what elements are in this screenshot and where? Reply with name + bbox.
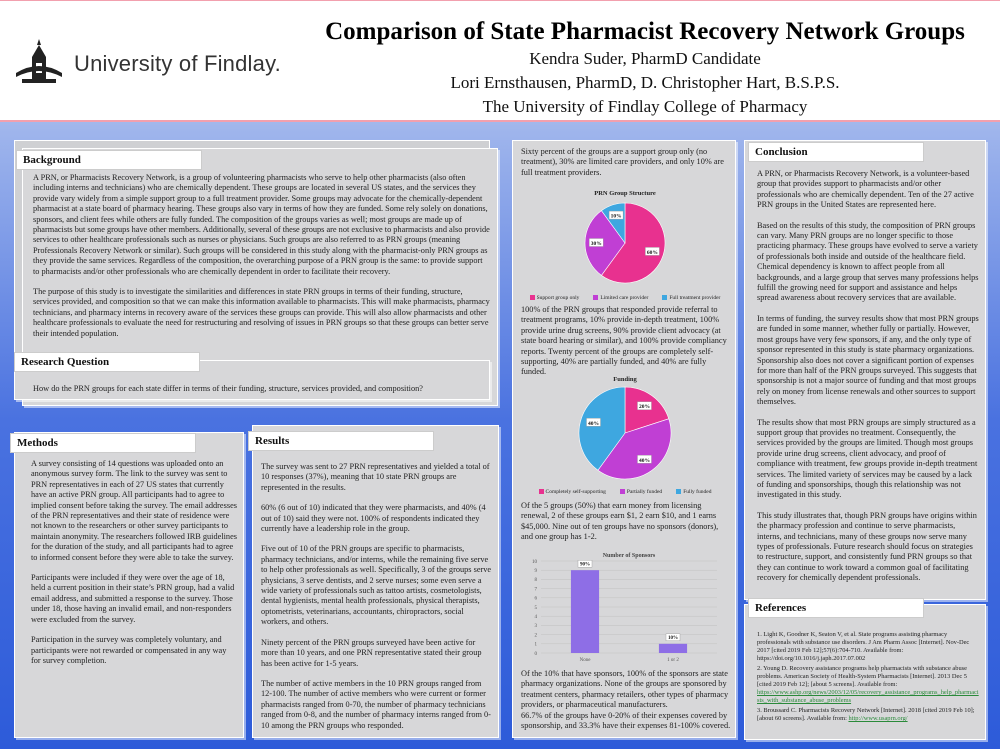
funding-chart [523, 375, 727, 493]
results-panel [252, 425, 499, 738]
structure-legend-item [662, 293, 720, 303]
methods-p1: A survey consisting of 14 questions was uploaded onto an anonymous survey form. The link to the survey was sent to PRN representatives in each of 27 US states that currently have an active PRN group. All participants had to agree to implied consent before taking the survey. The email addresses of the PRN representatives and their state of residence were not known to the researchers or other survey participants to maintain anonymity. The researchers followed IRB guidelines for the duration of the study, and all participants had to agree to informed consent before they were able to take the survey. [31, 459, 237, 562]
conclusion-p5: This study illustrates that, though PRN groups have origins within the pharmacy profession and continue to serve pharmacists, interns, and technicians, many of these groups now serve many types of professionals. Future research should focus on strategies to restructure, support, and consistently fund PRN groups so that they can continue to work toward a common goal of facilitating recovery for chemically dependent professionals. [757, 510, 977, 583]
methods-panel [14, 432, 244, 738]
research-text: How do the PRN groups for each state differ in terms of their funding, structure, services provided, and composition? [33, 384, 423, 393]
sponsors-y-tick: 3 [534, 624, 537, 630]
methods-p2: Participants were included if they were over the age of 18, held a current position in their state’s PRN group, had a valid email address, and submitted a response to the survey. Those under 18, those having an invalid email, and non-responders were excluded from the survey. [31, 573, 235, 624]
funding-legend [523, 487, 727, 497]
structure-legend [523, 293, 727, 303]
structure-legend-label: Full treatment provider [669, 294, 721, 301]
funding-legend-label: Partially funded [626, 488, 663, 495]
reference-3: 3. Broussard C. Pharmacists Recovery Network [Internet]. 2018 [cited 2019 Feb 10]; [about 60 screens]. Available from: [757, 707, 975, 722]
structure-chart [523, 189, 727, 301]
sponsors-y-tick: 0 [534, 651, 537, 657]
sponsors-bar [571, 570, 599, 653]
sponsors-y-tick: 9 [534, 569, 537, 574]
sponsors-y-tick: 8 [534, 578, 537, 584]
sponsors-chart [519, 549, 727, 665]
conclusion-panel [744, 140, 986, 600]
funding-legend-label: Completely self-supporting [545, 488, 606, 495]
sponsors-bar [659, 644, 687, 653]
sponsors-bar-chart [519, 549, 727, 665]
logo-text: University of Findlay. [74, 51, 281, 76]
structure-legend-label: Limited care provider [600, 294, 649, 301]
results-label: Results [248, 431, 434, 451]
sponsors-data-label: 90% [580, 562, 590, 568]
institution: The University of Findlay College of Pharmacy [482, 97, 808, 116]
structure-legend-item [530, 293, 580, 303]
sponsors-y-tick: 5 [534, 605, 537, 611]
reference-2: 2. Young D. Recovery assistance programs help pharmacists with substance abuse problems. American Society of Health-System Pharmacists [Internet]. 2013 Dec 5 [cited 2019 Feb 12]; [about 5 screens]. Available from: [757, 665, 967, 688]
title-block [300, 17, 990, 119]
funding-chart-title: Funding [613, 376, 637, 383]
structure-legend-item [593, 293, 648, 303]
reference-1: 1. Light K, Goodner K, Seaton V, et al. State programs assisting pharmacy professionals with substance use disorders. J Am Pharm Assoc [Internet]. Nov-Dec 2017 [cited 2019 Feb 12];57(6):704-710. Available from: https://doi.org/10.1016/j.japh.2017.07.002 [757, 631, 970, 662]
poster-header [0, 0, 1000, 122]
sponsors-x-tick: None [579, 658, 591, 663]
sponsors-y-tick: 10 [532, 559, 537, 565]
sponsors-x-tick: 1 or 2 [667, 658, 679, 663]
references-panel [744, 604, 986, 740]
funding-pie-data-label: 40% [588, 421, 600, 428]
sponsors-y-tick: 4 [534, 615, 537, 620]
funding-legend-item [620, 487, 662, 497]
middle-p4: Of the 10% that have sponsors, 100% of the sponsors are state pharmacy organizations. None of the groups are sponsored by treatment centers, pharmacy retailers, other types of pharmacy providers, or pharmaceutical manufacturers. [521, 669, 729, 710]
tower-icon [14, 39, 64, 87]
structure-pie-data-label: 30% [590, 241, 602, 248]
results-p4: Ninety percent of the PRN groups surveyed have been active for more than 10 years, and one PRN representative stated their group has been active for 1-5 years. [261, 637, 482, 668]
poster-title: Comparison of State Pharmacist Recovery Network Groups [325, 18, 965, 45]
background-label: Background [16, 150, 202, 170]
middle-p3: Of the 5 groups (50%) that earn money from licensing renewal, 2 of these groups earn $1, 2 earn $10, and 1 earns $45,000. Nine out of ten groups have no sponsors (donors), and one group has 1-2. [521, 501, 719, 542]
sponsors-chart-title: Number of Sponsors [602, 553, 656, 559]
author-line-1: Kendra Suder, PharmD Candidate [529, 49, 761, 68]
methods-p3: Participation in the survey was completely voluntary, and participants were not rewarded or compensated in any way for survey completion. [31, 635, 227, 665]
author-line-2: Lori Ernsthausen, PharmD, D. Christopher Hart, B.S.P.S. [450, 73, 840, 92]
conclusion-label: Conclusion [748, 142, 924, 162]
sponsors-data-label: 10% [668, 636, 678, 642]
research-label: Research Question [14, 352, 200, 372]
structure-chart-title: PRN Group Structure [594, 190, 656, 197]
background-p2: The purpose of this study is to investigate the similarities and differences in state PRN groups in terms of their funding, structure, services provided, and composition so that we can make this information available to pharmacists. This will make pharmacists, pharmacy technicians, and pharmacy interns in recovery aware of the services these groups can provide. This will also allow pharmacists and other healthcare professionals to evaluate the need for restructuring and resolving of issues in PRN groups so that these groups can better serve their intended population. [33, 287, 490, 338]
structure-pie [523, 199, 727, 289]
results-p2: 60% (6 out of 10) indicated that they were pharmacists, and 40% (4 out of 10) said they were not. 100% of respondents indicated they currently have a leadership role in the group. [261, 503, 486, 534]
funding-legend-item [676, 487, 711, 497]
sponsors-y-tick: 1 [534, 642, 537, 648]
references-label: References [748, 598, 924, 618]
sponsors-y-tick: 7 [534, 587, 537, 593]
structure-pie-data-label: 10% [610, 214, 622, 221]
sponsors-y-tick: 2 [534, 633, 537, 639]
structure-pie-data-label: 60% [646, 250, 658, 257]
conclusion-p2: Based on the results of this study, the composition of PRN groups can vary. Many PRN groups are no longer specific to those practicing pharmacy. These groups have evolved to serve a variety of professionals both inside and outside of the healthcare field. Chemical dependency is known to affect people from all backgrounds, and a large group that serves many professions helps fulfill the growing need for support and assistance and helps spread awareness about recovery services that are available. [757, 220, 979, 303]
conclusion-p1: A PRN, or Pharmacists Recovery Network, is a volunteer-based group that provides support to pharmacists and/or other professionals who are chemically dependent. Ten of the 27 active PRN groups in the United States are represented here. [757, 169, 974, 210]
methods-label: Methods [10, 433, 196, 453]
middle-p1: Sixty percent of the groups are a support group only (no treatment), 30% are limited care providers, and only 10% are full treatment providers. [521, 147, 724, 177]
university-logo [14, 39, 284, 87]
conclusion-p3: In terms of funding, the survey results show that most PRN groups are funded in some manner, whether fully or partially. However, most groups have very few sponsors, if any, and the only type of sponsor represented in this study is state pharmacy organizations. Sponsorship also does not cover a significant portion of expenses for more than half of the PRN groups surveyed. This suggests that sponsorship is not a major source of funding and that most groups rely on money from license renewals and other sources to support themselves. [757, 313, 979, 407]
results-p5: The number of active members in the 10 PRN groups ranged from 12-100. The number of active members who were current or former pharmacists ranged from 0-70, the number of pharmacy technicians ranged from 0-8, and the number of pharmacy interns ranged from 0-10 among the PRN groups who responded. [261, 678, 491, 730]
structure-legend-label: Support group only [536, 294, 580, 301]
middle-p5: 66.7% of the groups have 0-20% of their expenses covered by sponsorship, and 33.3% have their expenses 81-100% covered. [521, 710, 731, 731]
conclusion-p4: The results show that most PRN groups are simply structured as a support group that provides no treatment. Consequently, the services provided by the groups are limited. Though most groups provide urine drug screens, client advocacy, and proof of compliance with treatment, few groups provide in-depth treatment services. The limited variety of services may be caused by a lack of funding and sponsorships, though this relationship was not investigated in this study. [757, 417, 978, 500]
funding-legend-label: Fully funded [683, 488, 712, 495]
reference-2-link[interactable]: https://www.ashp.org/news/2003/12/05/recovery_assistance_programs_help_pharmacists_with_substance_abuse_problems [757, 689, 979, 704]
background-p1: A PRN, or Pharmacists Recovery Network, is a group of volunteering pharmacists who serve to help other pharmacists (also often including interns and technicians) who are chemically dependent. These groups are located in several US states, and the services they provide vary widely from a simple support group to a full treatment provider. Some groups may advocate for the chemically-dependent pharmacist at a state board of pharmacy hearing. These groups also vary in terms of how they are funded. Some rely solely on donations, sponsors, and client fees while others are fully funded. The composition of the groups varies as well; most groups are made up of pharmacists but some groups have other members. Additionally, several of these groups are not exclusive to pharmacists and also provide services to other healthcare professionals such as nurses or physicians. Such groups are also referred to as PRN groups (meaning Professionals Recovery Network or similar). Such groups will be considered in this study along with the pharmacist-only PRN groups as they provide the same services. Regardless of the composition, the overarching purpose of a PRN group is the same: to provide support to pharmacists and/or other professionals who are chemically dependent in order to facilitate their recovery. [33, 173, 490, 276]
middle-p2: 100% of the PRN groups that responded provide referral to treatment programs, 10% provide in-depth treatment, 100% provide urine drug screens, 90% provide client advocacy (at state board hearing or similar), and 100% provide compliancy reports. Twenty percent of the groups are completely self-supporting, 40% are partially funded, and 40% are fully funded. [521, 305, 727, 377]
sponsors-y-tick: 6 [534, 596, 537, 602]
middle-panel [512, 140, 736, 738]
reference-3-link[interactable]: http://www.usaprn.org/ [848, 715, 908, 722]
results-p3: Five out of 10 of the PRN groups are specific to pharmacists, pharmacy technicians, and/or interns, while the remaining five serve to help other professionals as well. Specifically, 3 of the groups serve physicians, 3 serve dentists, and 2 serve nurses; some even serve a wide variety of professionals such as tattoo artists, cosmetologists, dental hygienists, mental health professionals, physical therapists, optometrists, veterinarians, accountants, chiropractors, social workers, and others. [261, 544, 492, 627]
funding-pie-data-label: 40% [638, 458, 650, 465]
funding-pie [523, 385, 727, 483]
funding-pie-data-label: 20% [638, 404, 650, 411]
results-p1: The survey was sent to 27 PRN representatives and yielded a total of 10 responses (37%), meaning that 10 state PRN groups are represented in the results. [261, 462, 490, 492]
funding-legend-item [539, 487, 606, 497]
